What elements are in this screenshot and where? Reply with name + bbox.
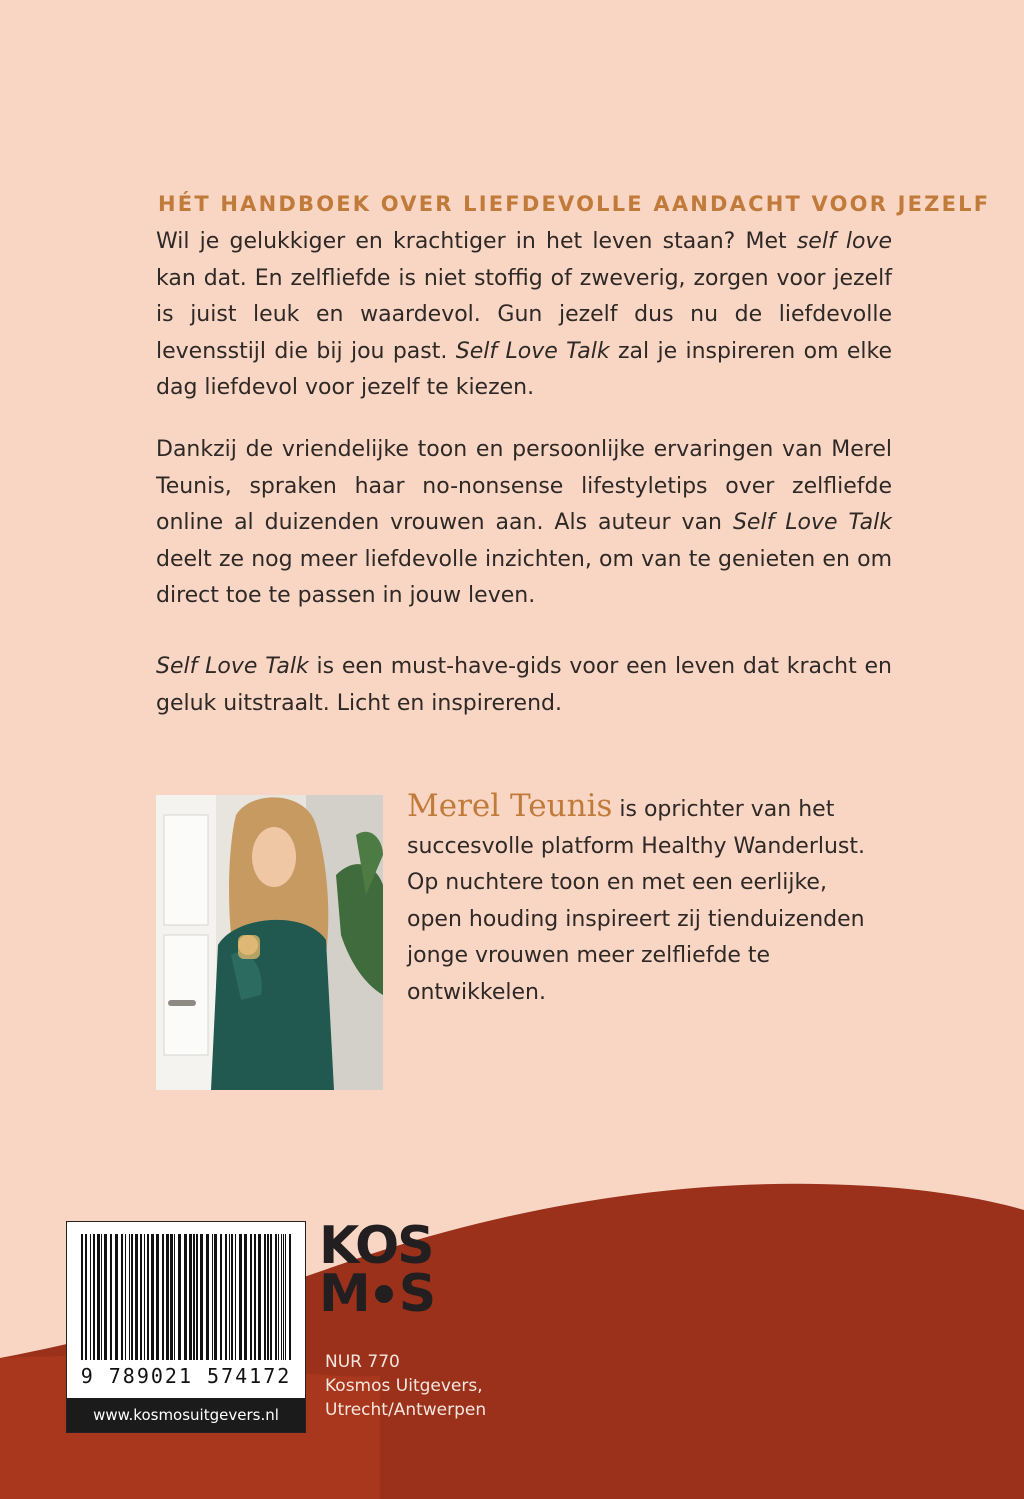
barcode-bar bbox=[270, 1234, 272, 1360]
barcode bbox=[66, 1221, 306, 1433]
isbn-number: 9 789021 574172 bbox=[80, 1364, 292, 1388]
author-name: Merel Teunis bbox=[407, 788, 613, 824]
barcode-bar bbox=[115, 1234, 118, 1360]
barcode-bar bbox=[258, 1234, 261, 1360]
italic-title-text: Self Love Talk bbox=[156, 654, 309, 679]
nur-code: NUR 770 bbox=[325, 1352, 400, 1372]
barcode-bar bbox=[140, 1234, 142, 1360]
italic-title-text: Self Love Talk bbox=[455, 338, 610, 364]
imprint-info bbox=[325, 1350, 486, 1422]
author-bio bbox=[407, 788, 887, 1011]
barcode-bar bbox=[144, 1234, 145, 1360]
barcode-bar bbox=[184, 1234, 187, 1360]
barcode-bar bbox=[147, 1234, 149, 1360]
barcode-bars bbox=[67, 1222, 305, 1367]
barcode-bar bbox=[174, 1234, 175, 1360]
kosmos-logo bbox=[319, 1216, 449, 1324]
barcode-bar bbox=[264, 1234, 266, 1360]
italic-title-text: self love bbox=[796, 229, 892, 254]
barcode-bar bbox=[101, 1234, 102, 1360]
logo-row-2 bbox=[319, 1264, 449, 1324]
barcode-bar bbox=[90, 1234, 91, 1360]
barcode-bar bbox=[220, 1234, 222, 1360]
barcode-bar bbox=[135, 1234, 138, 1360]
logo-row-1: KOS bbox=[319, 1216, 433, 1276]
blurb-paragraph-3 bbox=[156, 649, 892, 722]
barcode-bar bbox=[129, 1234, 130, 1360]
barcode-bar bbox=[97, 1234, 100, 1360]
logo-letter-s: S bbox=[398, 1264, 435, 1324]
barcode-bar bbox=[275, 1234, 277, 1360]
barcode-bar bbox=[110, 1234, 112, 1360]
barcode-bar bbox=[166, 1234, 169, 1360]
barcode-bar bbox=[281, 1234, 282, 1360]
barcode-bar bbox=[278, 1234, 279, 1360]
barcode-bar bbox=[104, 1234, 107, 1360]
barcode-bar bbox=[189, 1234, 192, 1360]
blurb-paragraph-1 bbox=[156, 224, 892, 407]
blurb-paragraph-2 bbox=[156, 432, 892, 615]
author-bio-text: is oprichter van het succesvolle platform Healthy Wanderlust. Op nuchtere toon en met een eerlijke, open houding inspireert zij tienduizenden jonge vrouwen meer zelfliefde te ontwikkelen. bbox=[407, 797, 866, 1005]
paragraph-text: is een must-have-gids voor een leven dat kracht en geluk uitstraalt. Licht en inspirerend. bbox=[156, 654, 892, 716]
barcode-bar bbox=[229, 1234, 230, 1360]
barcode-bar bbox=[212, 1234, 213, 1360]
tagline-heading: HÉT HANDBOEK OVER LIEFDEVOLLE AANDACHT VOOR JEZELF bbox=[158, 192, 991, 216]
barcode-bar bbox=[283, 1234, 284, 1360]
barcode-bar bbox=[131, 1234, 133, 1360]
paragraph-text: Wil je gelukkiger en krachtiger in het leven staan? Met bbox=[156, 229, 797, 254]
barcode-bar bbox=[239, 1234, 242, 1360]
publisher-city: Utrecht/Antwerpen bbox=[325, 1400, 487, 1420]
barcode-bar bbox=[93, 1234, 95, 1360]
barcode-bar bbox=[235, 1234, 236, 1360]
logo-letter-m: M bbox=[319, 1264, 369, 1324]
publisher-name: Kosmos Uitgevers, bbox=[325, 1376, 483, 1396]
logo-dot bbox=[375, 1285, 393, 1303]
italic-title-text: Self Love Talk bbox=[732, 510, 893, 535]
barcode-bar bbox=[162, 1234, 164, 1360]
barcode-bar bbox=[81, 1234, 83, 1360]
barcode-bar bbox=[85, 1234, 87, 1360]
barcode-bar bbox=[196, 1234, 198, 1360]
barcode-bar bbox=[170, 1234, 173, 1360]
barcode-bar bbox=[285, 1234, 286, 1360]
barcode-bar bbox=[267, 1234, 269, 1360]
barcode-bar bbox=[125, 1234, 126, 1360]
barcode-bar bbox=[151, 1234, 154, 1360]
barcode-bar bbox=[206, 1234, 209, 1360]
barcode-bar bbox=[254, 1234, 256, 1360]
barcode-bar bbox=[231, 1234, 233, 1360]
barcode-bar bbox=[178, 1234, 181, 1360]
barcode-bar bbox=[121, 1234, 123, 1360]
paragraph-text: deelt ze nog meer liefdevolle inzichten, om van te genieten en om direct toe te passen in jouw leven. bbox=[156, 546, 892, 608]
paragraph-text: Dankzij de vriendelijke toon en persoonlijke ervaringen van Merel Teunis, spraken haar no-nonsense lifestyletips over zelfliefde online al duizenden vrouwen aan. Als auteur van bbox=[156, 437, 892, 535]
barcode-bar bbox=[214, 1234, 217, 1360]
barcode-bar bbox=[289, 1234, 291, 1360]
paragraph-text: kan dat. En zelfliefde is niet stoffig of zweverig, zorgen voor jezelf is juist leuk en waardevol. Gun jezelf dus nu de liefdevolle levensstijl die bij jou past. bbox=[156, 265, 892, 364]
barcode-bar bbox=[200, 1234, 203, 1360]
barcode-bar bbox=[244, 1234, 247, 1360]
paragraph-text: zal je inspireren om elke dag liefdevol voor jezelf te kiezen. bbox=[156, 338, 893, 400]
barcode-bar bbox=[225, 1234, 227, 1360]
barcode-bar bbox=[250, 1234, 252, 1360]
barcode-bar bbox=[193, 1234, 195, 1360]
publisher-url: www.kosmosuitgevers.nl bbox=[67, 1398, 305, 1432]
barcode-bar bbox=[156, 1234, 159, 1360]
author-photo bbox=[156, 795, 383, 1090]
